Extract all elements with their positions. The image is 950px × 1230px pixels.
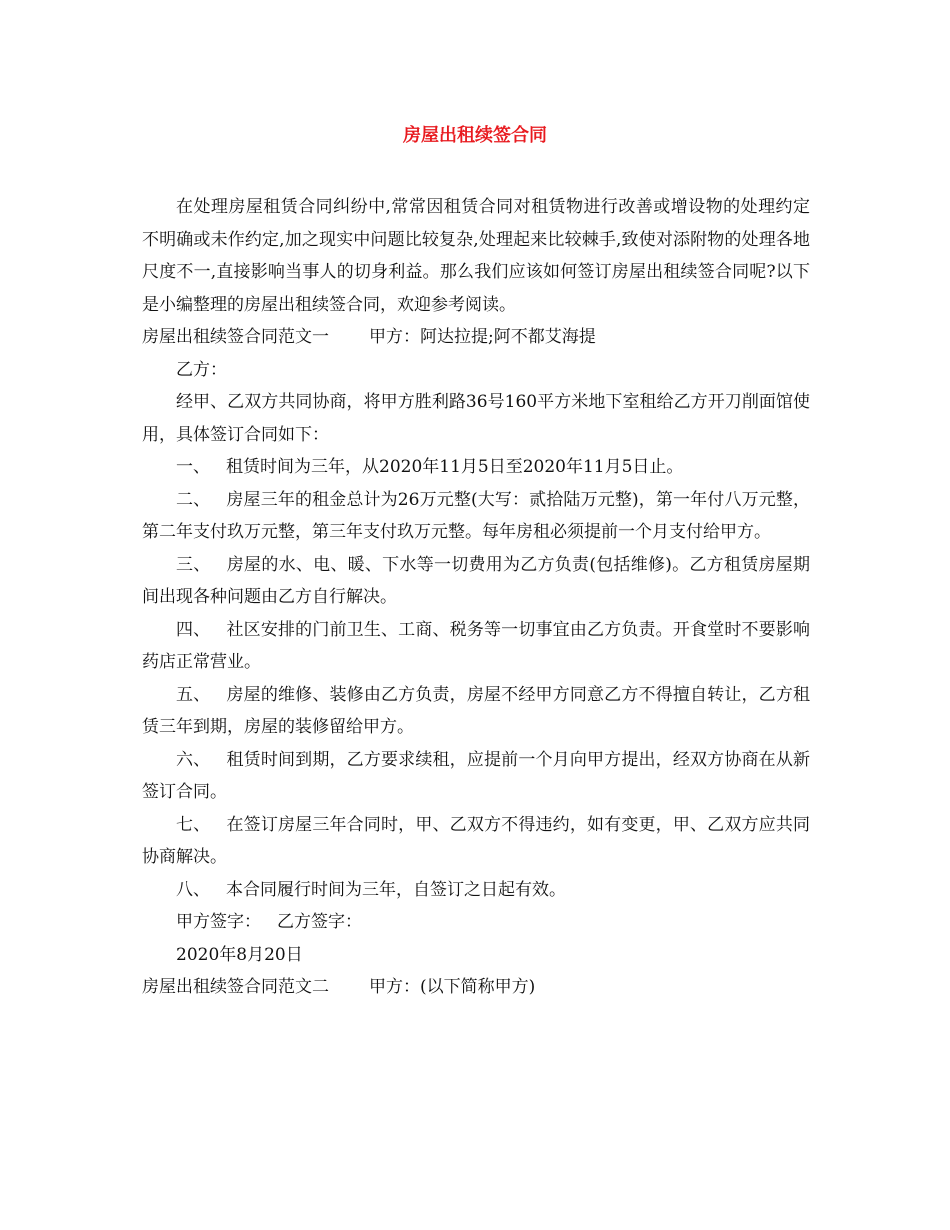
clause-3-number: 三、 — [176, 554, 211, 575]
clause-5-number: 五、 — [176, 684, 211, 705]
clause-4-text: 社区安排的门前卫生、工商、税务等一切事宜由乙方负责。开食堂时不要影响药店正常营业。 — [142, 619, 811, 672]
clause-8-text: 本合同履行时间为三年，自签订之日起有效。 — [226, 879, 566, 900]
clause-1 — [142, 451, 810, 484]
sample1-preamble: 经甲、乙双方共同协商，将甲方胜利路36号160平方米地下室租给乙方开刀削面馆使用，具体签订合同如下： — [142, 392, 810, 445]
sample1-heading: 房屋出租续签合同范文一 — [142, 327, 329, 347]
sample2-heading-line — [142, 971, 810, 1004]
sample1-party-b: 乙方： — [176, 359, 227, 380]
clause-6 — [142, 744, 810, 809]
clause-6-number: 六、 — [176, 749, 211, 770]
sample2-heading: 房屋出租续签合同范文二 — [142, 977, 329, 997]
clause-2-text: 房屋三年的租金总计为26万元整(大写：贰拾陆万元整)，第一年付八万元整，第二年支付玖万元整，第三年支付玖万元整。每年房租必须提前一个月支付给甲方。 — [142, 489, 810, 542]
document-body — [142, 191, 810, 1004]
clause-1-text: 租赁时间为三年，从2020年11月5日至2020年11月5日止。 — [226, 457, 684, 477]
party-b-signature-label: 乙方签字： — [277, 912, 362, 932]
clause-2 — [142, 484, 810, 549]
signature-date: 2020年8月20日 — [176, 944, 303, 965]
clause-4 — [142, 614, 810, 679]
signature-line — [142, 906, 810, 939]
clause-3 — [142, 549, 810, 614]
clause-5 — [142, 679, 810, 744]
sample1-party-a: 甲方：阿达拉提;阿不都艾海提 — [369, 327, 596, 347]
clause-4-number: 四、 — [176, 619, 211, 640]
sample2-party-a: 甲方：(以下简称甲方) — [369, 977, 536, 997]
clause-8-number: 八、 — [176, 879, 210, 900]
clause-7 — [142, 809, 810, 874]
clause-8 — [142, 874, 810, 907]
clause-7-number: 七、 — [176, 814, 211, 835]
sample1-heading-line — [142, 321, 810, 354]
clause-7-text: 在签订房屋三年合同时，甲、乙双方不得违约，如有变更，甲、乙双方应共同协商解决。 — [142, 814, 811, 867]
clause-1-number: 一、 — [176, 457, 210, 477]
clause-5-text: 房屋的维修、装修由乙方负责，房屋不经甲方同意乙方不得擅自转让，乙方租赁三年到期，房屋的装修留给甲方。 — [142, 684, 811, 737]
intro-paragraph: 在处理房屋租赁合同纠纷中,常常因租赁合同对租赁物进行改善或增设物的处理约定不明确或未作约定,加之现实中问题比较复杂,处理起来比较棘手,致使对添附物的处理各地尺度不一,直接影响当事人的切身利益。那么我们应该如何签订房屋出租续签合同呢?以下是小编整理的房屋出租续签合同，欢迎参考阅读。 — [142, 197, 810, 315]
clause-2-number: 二、 — [176, 489, 211, 510]
clause-6-text: 租赁时间到期，乙方要求续租，应提前一个月向甲方提出，经双方协商在从新签订合同。 — [142, 749, 811, 802]
party-a-signature-label: 甲方签字： — [176, 912, 261, 932]
clause-3-text: 房屋的水、电、暖、下水等一切费用为乙方负责(包括维修)。乙方租赁房屋期间出现各种问题由乙方自行解决。 — [142, 554, 811, 607]
document-title: 房屋出租续签合同 — [403, 125, 547, 146]
